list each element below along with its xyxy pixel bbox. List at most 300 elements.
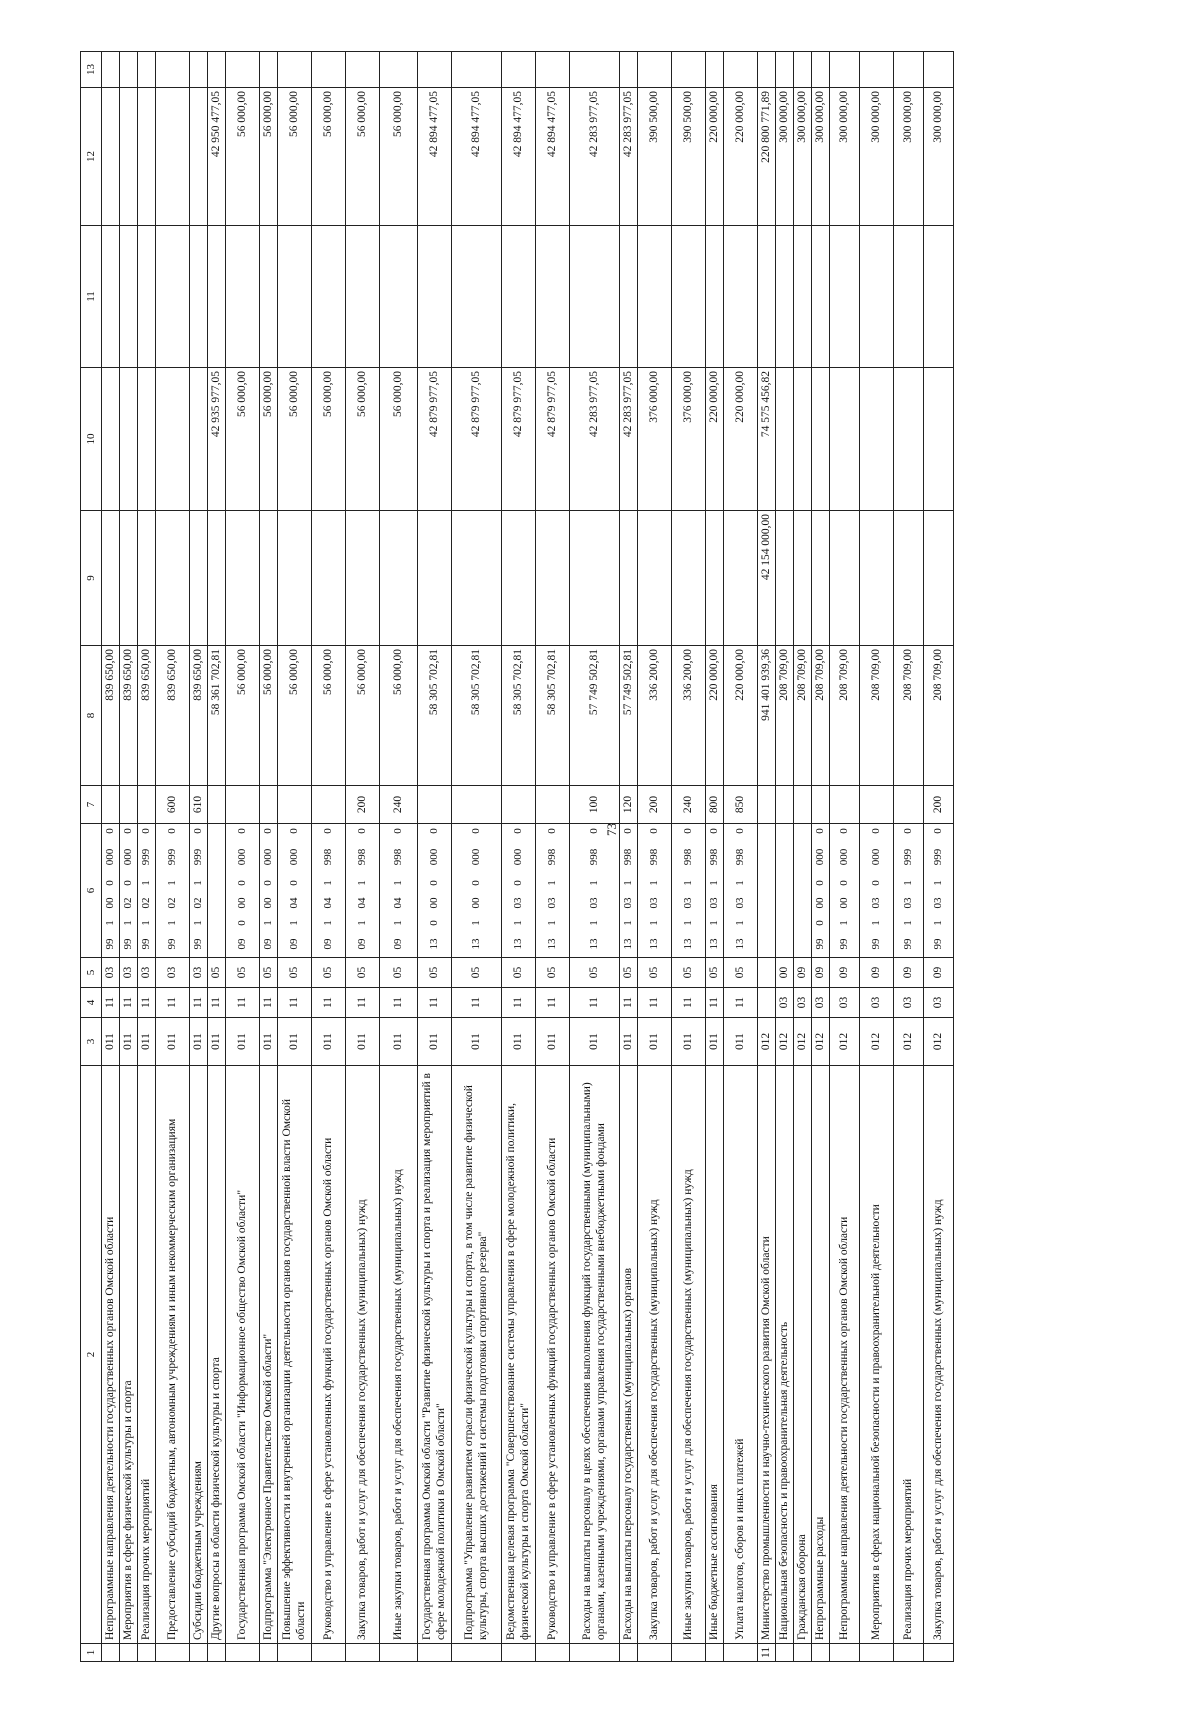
target-article-segment: 998	[391, 848, 404, 866]
amount-col-8-cell: 58 305 702,81	[536, 646, 570, 786]
table-row	[776, 52, 794, 1662]
target-article-segment: 000	[469, 848, 482, 866]
row-number-cell	[794, 1644, 812, 1662]
amount-col-13-cell	[776, 52, 794, 88]
amount-col-10-cell: 56 000,00	[260, 368, 278, 511]
amount-col-8-cell: 208 709,00	[794, 646, 812, 786]
amount-col-10-cell	[190, 368, 208, 511]
amount-col-11-cell	[860, 226, 894, 368]
target-article-cell	[380, 824, 418, 958]
section-code-cell: 11	[208, 988, 226, 1018]
target-article-segment: 02	[139, 897, 152, 909]
amount-col-8-cell: 839 650,00	[120, 646, 138, 786]
row-number-cell	[260, 1644, 278, 1662]
amount-col-9-cell: 42 154 000,00	[758, 511, 776, 646]
amount-col-12-cell	[138, 88, 156, 226]
amount-col-8-cell: 220 000,00	[724, 646, 758, 786]
row-number-cell	[156, 1644, 190, 1662]
column-header: 1	[81, 1644, 102, 1662]
amount-col-9-cell	[724, 511, 758, 646]
section-code-cell: 11	[502, 988, 536, 1018]
admin-code-cell: 011	[380, 1018, 418, 1066]
table-row	[536, 52, 570, 1662]
target-article-segment: 99	[869, 938, 882, 950]
admin-code-cell: 011	[278, 1018, 312, 1066]
target-article-segment: 1	[587, 920, 600, 926]
target-article-cell	[312, 824, 346, 958]
amount-col-13-cell	[346, 52, 380, 88]
amount-col-8-cell: 941 401 939,36	[758, 646, 776, 786]
amount-col-8-cell: 839 650,00	[138, 646, 156, 786]
target-article-cell	[776, 824, 794, 958]
target-article-segment: 03	[707, 897, 720, 909]
amount-col-10-cell: 56 000,00	[312, 368, 346, 511]
target-article-segment: 1	[139, 880, 152, 886]
target-article-segment: 03	[621, 897, 634, 909]
column-header: 11	[81, 226, 102, 368]
expense-type-code-cell: 800	[706, 786, 724, 824]
amount-col-8-cell: 57 749 502,81	[620, 646, 638, 786]
table-row	[860, 52, 894, 1662]
amount-col-13-cell	[758, 52, 776, 88]
target-article-segment: 09	[355, 938, 368, 950]
amount-col-9-cell	[226, 511, 260, 646]
target-article-segment: 1	[165, 920, 178, 926]
target-article-segment: 1	[355, 920, 368, 926]
expense-type-code-cell: 610	[190, 786, 208, 824]
amount-col-8-cell: 56 000,00	[260, 646, 278, 786]
amount-col-8-cell: 336 200,00	[638, 646, 672, 786]
expense-name-cell: Непрограммные направления деятельности государственных органов Омской области	[102, 1066, 120, 1644]
amount-col-11-cell	[794, 226, 812, 368]
table-row	[812, 52, 830, 1662]
amount-col-8-cell: 220 000,00	[706, 646, 724, 786]
target-article-segment: 99	[139, 938, 152, 950]
target-article-segment: 1	[391, 880, 404, 886]
target-article-segment: 1	[545, 920, 558, 926]
subsection-code-cell: 05	[260, 958, 278, 988]
target-article-segment: 00	[235, 897, 248, 909]
table-header	[81, 52, 102, 1662]
target-article-segment: 0	[733, 828, 746, 834]
table-row	[794, 52, 812, 1662]
target-article-segment: 1	[707, 880, 720, 886]
amount-col-11-cell	[620, 226, 638, 368]
amount-col-9-cell	[776, 511, 794, 646]
section-code-cell: 11	[226, 988, 260, 1018]
expense-name-cell: Гражданская оборона	[794, 1066, 812, 1644]
row-number-cell	[830, 1644, 860, 1662]
amount-col-8-cell: 58 305 702,81	[452, 646, 502, 786]
target-article-segment: 998	[621, 848, 634, 866]
admin-code-cell: 011	[570, 1018, 620, 1066]
target-article-segment: 998	[647, 848, 660, 866]
amount-col-13-cell	[812, 52, 830, 88]
expense-type-code-cell	[536, 786, 570, 824]
target-article-segment: 000	[837, 848, 850, 866]
admin-code-cell: 012	[860, 1018, 894, 1066]
target-article-segment: 09	[235, 938, 248, 950]
amount-col-11-cell	[758, 226, 776, 368]
target-article-segment: 1	[647, 880, 660, 886]
target-article-segment: 998	[545, 848, 558, 866]
amount-col-13-cell	[260, 52, 278, 88]
amount-col-9-cell	[536, 511, 570, 646]
amount-col-12-cell: 390 500,00	[638, 88, 672, 226]
amount-col-12-cell: 220 800 771,89	[758, 88, 776, 226]
row-number-cell	[570, 1644, 620, 1662]
expense-type-code-cell	[312, 786, 346, 824]
row-number-cell	[620, 1644, 638, 1662]
section-code-cell: 11	[706, 988, 724, 1018]
target-article-segment: 99	[121, 938, 134, 950]
admin-code-cell: 011	[724, 1018, 758, 1066]
subsection-code-cell: 05	[706, 958, 724, 988]
expense-name-cell: Расходы на выплаты персоналу государственных (муниципальных) органов	[620, 1066, 638, 1644]
target-article-segment: 0	[121, 880, 134, 886]
subsection-code-cell: 09	[812, 958, 830, 988]
table-body	[102, 52, 954, 1662]
amount-col-12-cell: 300 000,00	[894, 88, 924, 226]
amount-col-13-cell	[120, 52, 138, 88]
amount-col-9-cell	[312, 511, 346, 646]
expense-type-code-cell	[138, 786, 156, 824]
row-number-cell	[312, 1644, 346, 1662]
amount-col-12-cell	[156, 88, 190, 226]
expense-type-code-cell	[894, 786, 924, 824]
table-row	[102, 52, 120, 1662]
amount-col-11-cell	[102, 226, 120, 368]
target-article-segment: 0	[869, 880, 882, 886]
section-code-cell: 11	[380, 988, 418, 1018]
target-article-segment: 1	[391, 920, 404, 926]
target-article-segment: 13	[587, 938, 600, 950]
target-article-segment: 0	[469, 828, 482, 834]
target-article-segment: 1	[733, 920, 746, 926]
amount-col-11-cell	[776, 226, 794, 368]
target-article-cell	[156, 824, 190, 958]
table-row	[894, 52, 924, 1662]
target-article-segment: 99	[837, 938, 850, 950]
target-article-cell	[638, 824, 672, 958]
amount-col-9-cell	[638, 511, 672, 646]
target-article-segment: 04	[355, 897, 368, 909]
amount-col-11-cell	[672, 226, 706, 368]
admin-code-cell: 011	[346, 1018, 380, 1066]
row-number-cell	[380, 1644, 418, 1662]
target-article-segment: 04	[287, 897, 300, 909]
target-article-cell	[190, 824, 208, 958]
amount-col-9-cell	[260, 511, 278, 646]
section-code-cell: 11	[536, 988, 570, 1018]
admin-code-cell: 011	[190, 1018, 208, 1066]
subsection-code-cell: 09	[794, 958, 812, 988]
amount-col-10-cell	[776, 368, 794, 511]
subsection-code-cell: 09	[830, 958, 860, 988]
expense-type-code-cell: 240	[380, 786, 418, 824]
row-number-cell	[190, 1644, 208, 1662]
amount-col-13-cell	[190, 52, 208, 88]
target-article-segment: 998	[707, 848, 720, 866]
amount-col-12-cell: 390 500,00	[672, 88, 706, 226]
target-article-segment: 1	[707, 920, 720, 926]
table-row	[226, 52, 260, 1662]
column-header: 6	[81, 824, 102, 958]
amount-col-11-cell	[278, 226, 312, 368]
amount-col-12-cell: 300 000,00	[794, 88, 812, 226]
section-code-cell: 11	[570, 988, 620, 1018]
amount-col-9-cell	[860, 511, 894, 646]
row-number-cell	[138, 1644, 156, 1662]
admin-code-cell: 012	[758, 1018, 776, 1066]
target-article-cell	[452, 824, 502, 958]
amount-col-13-cell	[418, 52, 452, 88]
expense-name-cell: Иные закупки товаров, работ и услуг для обеспечения государственных (муниципальных) нужд	[380, 1066, 418, 1644]
amount-col-9-cell	[672, 511, 706, 646]
target-article-segment: 1	[321, 920, 334, 926]
column-header: 2	[81, 1066, 102, 1644]
target-article-segment: 00	[261, 897, 274, 909]
target-article-segment: 13	[511, 938, 524, 950]
admin-code-cell: 011	[226, 1018, 260, 1066]
target-article-segment: 0	[837, 828, 850, 834]
target-article-cell	[278, 824, 312, 958]
expense-name-cell: Подпрограмма "Электронное Правительство Омской области"	[260, 1066, 278, 1644]
section-code-cell: 11	[452, 988, 502, 1018]
target-article-segment: 03	[733, 897, 746, 909]
amount-col-9-cell	[924, 511, 954, 646]
subsection-code-cell: 05	[380, 958, 418, 988]
row-number-cell	[120, 1644, 138, 1662]
budget-table	[80, 51, 954, 1662]
table-row	[452, 52, 502, 1662]
target-article-segment: 0	[235, 880, 248, 886]
amount-col-10-cell: 42 283 977,05	[570, 368, 620, 511]
target-article-segment: 1	[681, 920, 694, 926]
expense-type-code-cell	[776, 786, 794, 824]
amount-col-10-cell	[894, 368, 924, 511]
amount-col-10-cell: 42 283 977,05	[620, 368, 638, 511]
target-article-segment: 1	[901, 880, 914, 886]
amount-col-9-cell	[894, 511, 924, 646]
column-header: 3	[81, 1018, 102, 1066]
expense-name-cell: Уплата налогов, сборов и иных платежей	[724, 1066, 758, 1644]
expense-type-code-cell	[418, 786, 452, 824]
column-header: 4	[81, 988, 102, 1018]
column-header: 5	[81, 958, 102, 988]
target-article-segment: 000	[813, 848, 826, 866]
target-article-segment: 0	[901, 828, 914, 834]
admin-code-cell: 011	[260, 1018, 278, 1066]
row-number-cell	[418, 1644, 452, 1662]
amount-col-12-cell: 56 000,00	[312, 88, 346, 226]
subsection-code-cell: 03	[138, 958, 156, 988]
admin-code-cell: 012	[776, 1018, 794, 1066]
table-row	[380, 52, 418, 1662]
target-article-cell	[860, 824, 894, 958]
target-article-segment: 99	[191, 938, 204, 950]
table-row	[418, 52, 452, 1662]
table-row	[156, 52, 190, 1662]
row-number-cell	[860, 1644, 894, 1662]
subsection-code-cell: 09	[924, 958, 954, 988]
target-article-segment: 0	[813, 880, 826, 886]
row-number-cell	[452, 1644, 502, 1662]
amount-col-12-cell: 56 000,00	[278, 88, 312, 226]
section-code-cell: 11	[672, 988, 706, 1018]
subsection-code-cell: 03	[190, 958, 208, 988]
target-article-segment: 04	[321, 897, 334, 909]
target-article-segment: 99	[165, 938, 178, 950]
target-article-segment: 000	[235, 848, 248, 866]
target-article-segment: 0	[587, 828, 600, 834]
subsection-code-cell	[758, 958, 776, 988]
amount-col-12-cell: 300 000,00	[830, 88, 860, 226]
target-article-cell	[138, 824, 156, 958]
amount-col-13-cell	[894, 52, 924, 88]
row-number-cell	[776, 1644, 794, 1662]
target-article-segment: 00	[813, 897, 826, 909]
amount-col-12-cell	[190, 88, 208, 226]
target-article-segment: 03	[931, 897, 944, 909]
section-code-cell: 11	[190, 988, 208, 1018]
target-article-segment: 02	[165, 897, 178, 909]
row-number-cell	[102, 1644, 120, 1662]
admin-code-cell: 011	[502, 1018, 536, 1066]
amount-col-9-cell	[380, 511, 418, 646]
expense-type-code-cell	[860, 786, 894, 824]
expense-name-cell: Закупка товаров, работ и услуг для обеспечения государственных (муниципальных) нужд	[346, 1066, 380, 1644]
target-article-segment: 09	[261, 938, 274, 950]
expense-name-cell: Другие вопросы в области физической культуры и спорта	[208, 1066, 226, 1644]
target-article-segment: 999	[139, 848, 152, 866]
target-article-segment: 1	[469, 920, 482, 926]
amount-col-8-cell: 58 305 702,81	[418, 646, 452, 786]
amount-col-12-cell	[102, 88, 120, 226]
amount-col-13-cell	[380, 52, 418, 88]
amount-col-10-cell: 220 000,00	[724, 368, 758, 511]
subsection-code-cell: 05	[208, 958, 226, 988]
subsection-code-cell: 05	[346, 958, 380, 988]
amount-col-10-cell	[138, 368, 156, 511]
section-code-cell: 11	[418, 988, 452, 1018]
expense-name-cell: Реализация прочих мероприятий	[138, 1066, 156, 1644]
target-article-segment: 09	[391, 938, 404, 950]
amount-col-8-cell: 839 650,00	[102, 646, 120, 786]
amount-col-12-cell: 42 950 477,05	[208, 88, 226, 226]
target-article-cell	[620, 824, 638, 958]
amount-col-8-cell: 208 709,00	[860, 646, 894, 786]
amount-col-12-cell: 220 000,00	[724, 88, 758, 226]
target-article-segment: 03	[511, 897, 524, 909]
target-article-segment: 0	[391, 828, 404, 834]
amount-col-8-cell: 208 709,00	[776, 646, 794, 786]
amount-col-12-cell: 300 000,00	[924, 88, 954, 226]
target-article-segment: 0	[287, 828, 300, 834]
amount-col-13-cell	[570, 52, 620, 88]
target-article-segment: 1	[165, 880, 178, 886]
target-article-segment: 1	[139, 920, 152, 926]
target-article-segment: 0	[647, 828, 660, 834]
target-article-segment: 99	[813, 938, 826, 950]
amount-col-13-cell	[312, 52, 346, 88]
amount-col-13-cell	[102, 52, 120, 88]
amount-col-13-cell	[706, 52, 724, 88]
admin-code-cell: 011	[536, 1018, 570, 1066]
target-article-segment: 000	[121, 848, 134, 866]
amount-col-10-cell	[102, 368, 120, 511]
target-article-segment: 13	[469, 938, 482, 950]
target-article-segment: 0	[707, 828, 720, 834]
target-article-segment: 000	[287, 848, 300, 866]
target-article-segment: 99	[901, 938, 914, 950]
amount-col-11-cell	[812, 226, 830, 368]
section-code-cell: 03	[860, 988, 894, 1018]
target-article-segment: 0	[139, 828, 152, 834]
expense-type-code-cell: 600	[156, 786, 190, 824]
amount-col-11-cell	[156, 226, 190, 368]
target-article-segment: 0	[427, 828, 440, 834]
amount-col-10-cell	[120, 368, 138, 511]
amount-col-9-cell	[620, 511, 638, 646]
target-article-segment: 0	[165, 828, 178, 834]
expense-name-cell: Субсидии бюджетным учреждениям	[190, 1066, 208, 1644]
target-article-segment: 00	[427, 897, 440, 909]
amount-col-13-cell	[794, 52, 812, 88]
amount-col-8-cell: 56 000,00	[312, 646, 346, 786]
target-article-segment: 998	[733, 848, 746, 866]
target-article-segment: 02	[121, 897, 134, 909]
target-article-segment: 0	[235, 828, 248, 834]
expense-name-cell: Подпрограмма "Управление развитием отрасли физической культуры и спорта, в том числе развитие физической культуры, спорта высших достижений и системы подготовки спортивного резерва"	[452, 1066, 502, 1644]
expense-type-code-cell	[120, 786, 138, 824]
amount-col-8-cell: 58 305 702,81	[502, 646, 536, 786]
target-article-segment: 1	[355, 880, 368, 886]
amount-col-11-cell	[570, 226, 620, 368]
amount-col-12-cell: 42 894 477,05	[536, 88, 570, 226]
amount-col-10-cell	[860, 368, 894, 511]
amount-col-12-cell: 56 000,00	[346, 88, 380, 226]
target-article-segment: 03	[587, 897, 600, 909]
amount-col-13-cell	[502, 52, 536, 88]
target-article-segment: 0	[621, 828, 634, 834]
target-article-segment: 000	[869, 848, 882, 866]
target-article-cell	[724, 824, 758, 958]
row-number-cell	[346, 1644, 380, 1662]
expense-type-code-cell	[278, 786, 312, 824]
amount-col-9-cell	[346, 511, 380, 646]
expense-type-code-cell	[208, 786, 226, 824]
amount-col-11-cell	[190, 226, 208, 368]
column-header: 9	[81, 511, 102, 646]
target-article-segment: 04	[391, 897, 404, 909]
expense-name-cell: Мероприятия в сферах национальной безопасности и правоохранительной деятельности	[860, 1066, 894, 1644]
target-article-segment: 99	[931, 938, 944, 950]
admin-code-cell: 011	[156, 1018, 190, 1066]
expense-type-code-cell: 850	[724, 786, 758, 824]
target-article-segment: 1	[931, 880, 944, 886]
target-article-segment: 1	[587, 880, 600, 886]
amount-col-8-cell: 839 650,00	[190, 646, 208, 786]
amount-col-9-cell	[190, 511, 208, 646]
target-article-segment: 0	[511, 880, 524, 886]
amount-col-9-cell	[452, 511, 502, 646]
target-article-cell	[102, 824, 120, 958]
target-article-segment: 03	[545, 897, 558, 909]
subsection-code-cell: 05	[638, 958, 672, 988]
admin-code-cell: 012	[794, 1018, 812, 1066]
target-article-segment: 1	[931, 920, 944, 926]
